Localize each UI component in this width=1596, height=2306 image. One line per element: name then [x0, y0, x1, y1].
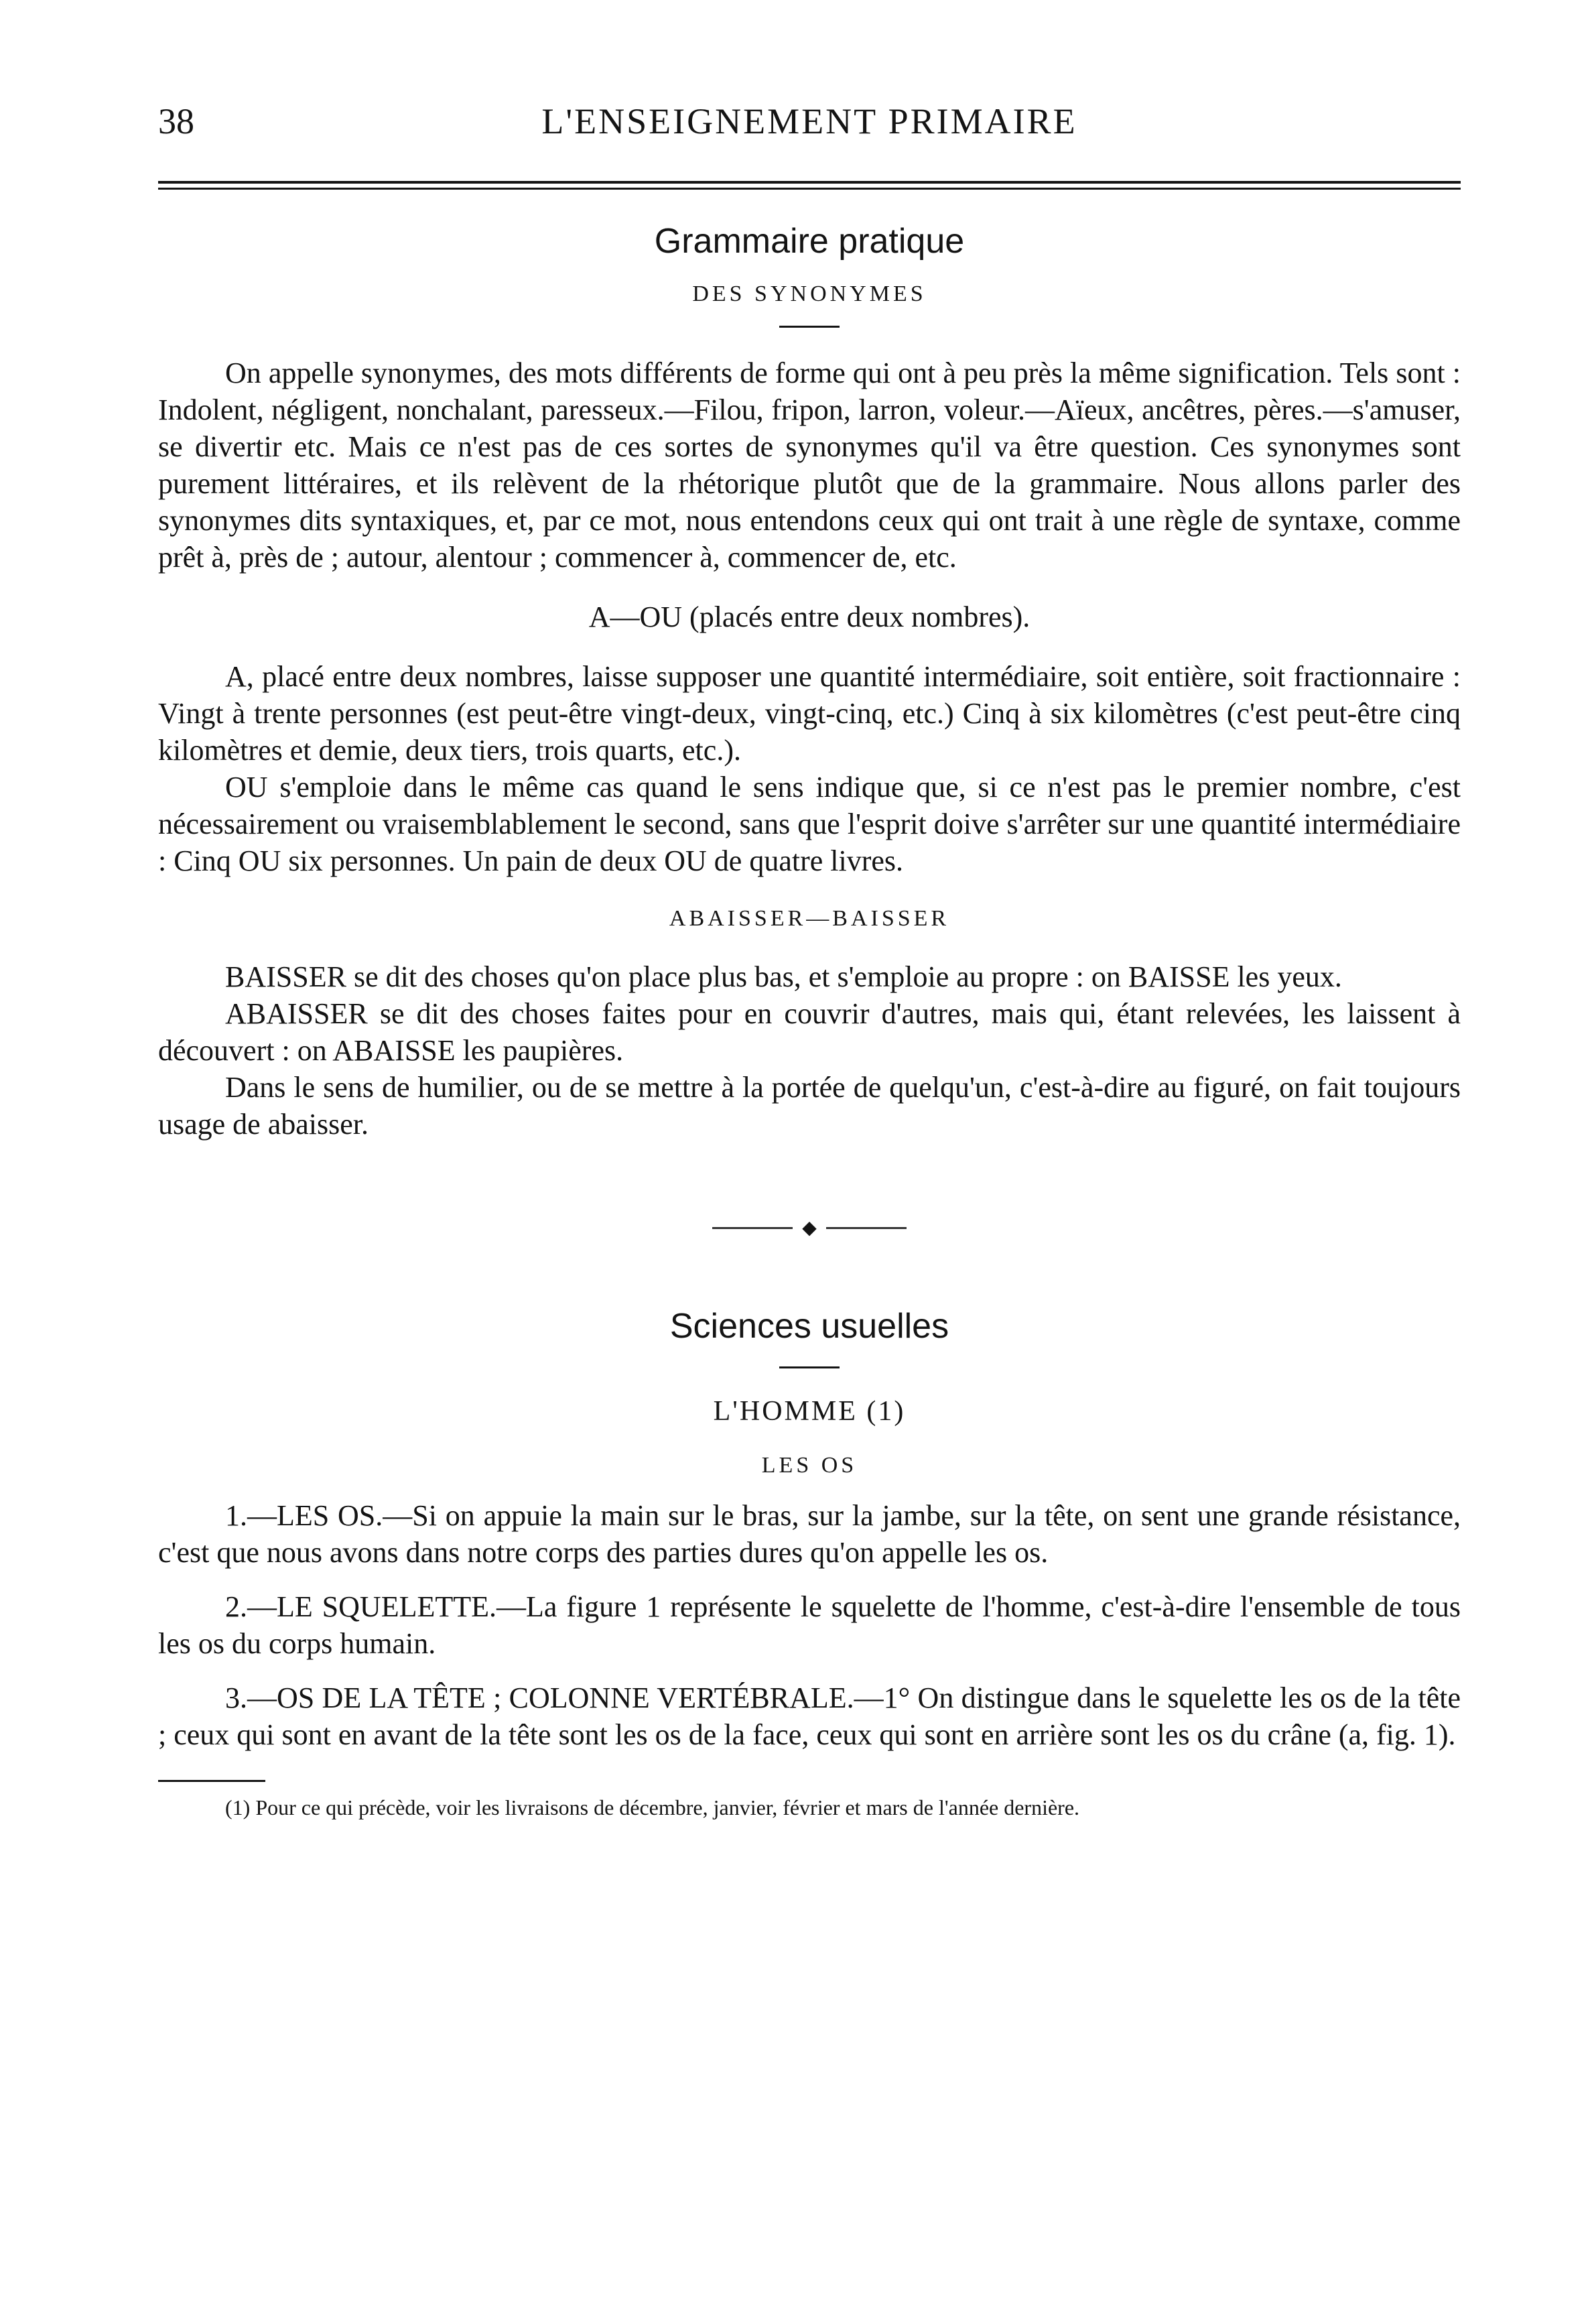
paragraph: 2.—LE SQUELETTE.—La figure 1 représente le squelette de l'homme, c'est-à-dire l'ensemble de tous les os du corps humain.	[158, 1590, 1461, 1660]
running-title: L'ENSEIGNEMENT PRIMAIRE	[541, 101, 1077, 141]
paragraph: On appelle synonymes, des mots différents de forme qui ont à peu près la même signification. Tels sont : Indolent, négligent, nonchalant, paresseux.—Filou, fripon, larron, voleur.—Aïeux, ancêtres, pères.—s'amuser, se divertir etc. Mais ce n'est pas de ces sortes de synonymes qu'il va être question. Ces synonymes sont purement littéraires, et ils relèvent de la rhétorique plutôt que de la grammaire. Nous allons parler des synonymes dits syntaxiques, et, par ce mot, nous entendons ceux qui ont trait à une règle de syntaxe, comme prêt à, près de ; autour, alentour ; commencer à, commencer de, etc.	[158, 357, 1461, 574]
paragraph: Dans le sens de humilier, ou de se mettre à la portée de quelqu'un, c'est-à-dire au figuré, on fait toujours usage de abaisser.	[158, 1071, 1461, 1141]
page-number: 38	[158, 101, 194, 141]
section-title-grammaire: Grammaire pratique	[654, 222, 965, 261]
section-ornament	[158, 1216, 1461, 1239]
section-title-sciences: Sciences usuelles	[669, 1307, 949, 1346]
page-content	[158, 221, 1461, 1821]
subheading-abaisser: ABAISSER—BAISSER	[669, 906, 950, 931]
subtitle-synonymes: DES SYNONYMES	[692, 281, 927, 306]
ornament-dash	[712, 1227, 793, 1229]
footnote: (1) Pour ce qui précède, voir les livraisons de décembre, janvier, février et mars de l'année dernière.	[225, 1795, 1080, 1819]
paragraph: ABAISSER se dit des choses faites pour en couvrir d'autres, mais qui, étant relevées, les laissent à découvert : on ABAISSE les paupières.	[158, 997, 1461, 1067]
subtitle-homme: L'HOMME (1)	[713, 1396, 906, 1427]
short-rule	[779, 1366, 840, 1368]
header-rule	[158, 181, 1461, 190]
subtitle-os: LES OS	[761, 1453, 858, 1478]
short-rule	[779, 326, 840, 328]
subheading-a-ou: A—OU (placés entre deux nombres).	[588, 600, 1030, 633]
paragraph: OU s'emploie dans le même cas quand le sens indique que, si ce n'est pas le premier nombre, c'est nécessairement ou vraisemblablement le second, sans que l'esprit doive s'arrêter sur une quantité intermédiaire : Cinq OU six personnes. Un pain de deux OU de quatre livres.	[158, 771, 1461, 877]
page-header	[158, 101, 1461, 154]
footnote-rule	[158, 1780, 265, 1782]
paragraph: A, placé entre deux nombres, laisse supposer une quantité intermédiaire, soit entière, soit fractionnaire : Vingt à trente personnes (est peut-être vingt-deux, vingt-cinq, etc.) Cinq à six kilomètres (c'est peut-être cinq kilomètres et demie, deux tiers, trois quarts, etc.).	[158, 660, 1461, 767]
ornament-diamond: ◆	[802, 1218, 817, 1238]
ornament-dash	[826, 1227, 907, 1229]
paragraph: BAISSER se dit des choses qu'on place plus bas, et s'emploie au propre : on BAISSE les yeux.	[225, 960, 1342, 993]
paragraph: 1.—LES OS.—Si on appuie la main sur le bras, sur la jambe, sur la tête, on sent une grande résistance, c'est que nous avons dans notre corps des parties dures qu'on appelle les os.	[158, 1499, 1461, 1569]
paragraph: 3.—OS DE LA TÊTE ; COLONNE VERTÉBRALE.—1° On distingue dans le squelette les os de la tête ; ceux qui sont en avant de la tête sont les os de la face, ceux qui sont en arrière sont les os du crâne (a, fig. 1).	[158, 1681, 1461, 1751]
